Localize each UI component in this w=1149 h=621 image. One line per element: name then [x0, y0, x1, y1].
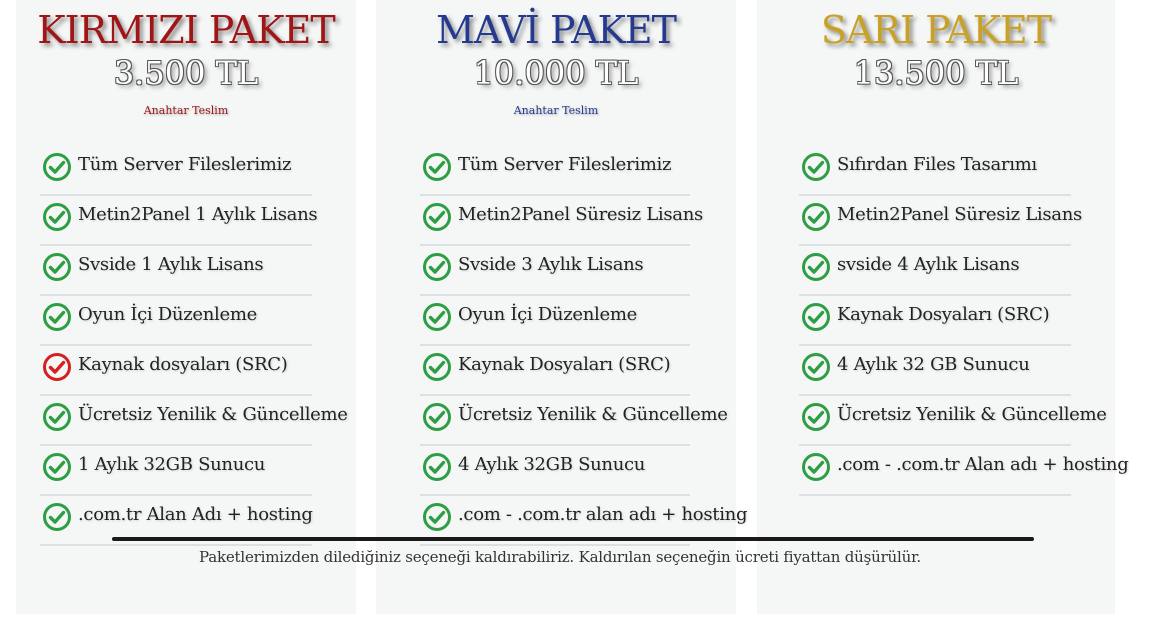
feature-label: .com.tr Alan Adı + hosting	[78, 504, 313, 525]
feature-label: Metin2Panel Süresiz Lisans	[837, 204, 1082, 225]
feature-label: svside 4 Aylık Lisans	[837, 254, 1020, 275]
feature-label: Kaynak Dosyaları (SRC)	[837, 304, 1050, 325]
feature-label: .com - .com.tr Alan adı + hosting	[837, 454, 1129, 475]
package-title: KIRMIZI PAKET	[37, 8, 335, 52]
package-price: 3.500 TL	[113, 54, 259, 92]
package-price: 10.000 TL	[473, 54, 639, 92]
feature-label: Svside 3 Aylık Lisans	[458, 254, 644, 275]
check-green-icon	[801, 452, 831, 482]
check-green-icon	[801, 252, 831, 282]
check-green-icon	[801, 202, 831, 232]
check-green-icon	[42, 202, 72, 232]
feature-label: Oyun İçi Düzenleme	[458, 304, 637, 325]
feature-item	[799, 196, 1082, 246]
footer-divider	[112, 537, 1034, 541]
check-green-icon	[801, 152, 831, 182]
feature-label: Metin2Panel Süresiz Lisans	[458, 204, 703, 225]
feature-item	[40, 396, 348, 446]
feature-item	[420, 346, 690, 396]
feature-label: Ücretsiz Yenilik & Güncelleme	[458, 404, 728, 425]
feature-label: Oyun İçi Düzenleme	[78, 304, 257, 325]
check-green-icon	[422, 152, 452, 182]
package-note: Anahtar Teslim	[513, 104, 599, 117]
feature-item	[799, 246, 1071, 296]
feature-list	[40, 146, 348, 546]
check-green-icon	[422, 352, 452, 382]
feature-label: Sıfırdan Files Tasarımı	[837, 154, 1037, 175]
feature-item	[420, 146, 690, 196]
feature-list	[799, 146, 1129, 496]
feature-item	[799, 396, 1107, 446]
feature-item	[420, 446, 690, 496]
check-green-icon	[42, 502, 72, 532]
check-green-icon	[422, 452, 452, 482]
feature-label: 4 Aylık 32GB Sunucu	[458, 454, 646, 475]
feature-list	[420, 146, 748, 546]
check-green-icon	[801, 302, 831, 332]
feature-item	[799, 296, 1071, 346]
feature-item	[40, 446, 312, 496]
feature-label: Metin2Panel 1 Aylık Lisans	[78, 204, 318, 225]
feature-label: Svside 1 Aylık Lisans	[78, 254, 264, 275]
check-green-icon	[422, 202, 452, 232]
package-title: SARI PAKET	[820, 8, 1052, 52]
check-green-icon	[422, 252, 452, 282]
package-title: MAVİ PAKET	[436, 8, 676, 52]
package-price: 13.500 TL	[853, 54, 1019, 92]
feature-label: Tüm Server Fileslerimiz	[78, 154, 292, 175]
feature-label: Ücretsiz Yenilik & Güncelleme	[78, 404, 348, 425]
check-green-icon	[42, 252, 72, 282]
check-green-icon	[42, 402, 72, 432]
feature-item	[799, 346, 1071, 396]
check-green-icon	[422, 402, 452, 432]
check-green-icon	[42, 152, 72, 182]
feature-item	[420, 296, 690, 346]
feature-label: Ücretsiz Yenilik & Güncelleme	[837, 404, 1107, 425]
feature-label: .com - .com.tr alan adı + hosting	[458, 504, 748, 525]
check-green-icon	[801, 352, 831, 382]
feature-label: Kaynak Dosyaları (SRC)	[458, 354, 671, 375]
feature-label: 4 Aylık 32 GB Sunucu	[837, 354, 1030, 375]
feature-label: Kaynak dosyaları (SRC)	[78, 354, 288, 375]
feature-item	[40, 146, 312, 196]
feature-item	[40, 246, 312, 296]
feature-item	[420, 396, 728, 446]
feature-label: Tüm Server Fileslerimiz	[458, 154, 672, 175]
check-green-icon	[422, 502, 452, 532]
check-green-icon	[42, 452, 72, 482]
feature-item	[40, 196, 318, 246]
feature-item	[420, 246, 690, 296]
feature-item	[420, 196, 703, 246]
feature-item	[40, 296, 312, 346]
check-green-icon	[801, 402, 831, 432]
feature-item	[799, 146, 1071, 196]
feature-label: 1 Aylık 32GB Sunucu	[78, 454, 266, 475]
package-note: Anahtar Teslim	[143, 104, 229, 117]
package-card-red	[16, 0, 356, 614]
check-green-icon	[422, 302, 452, 332]
feature-item	[40, 346, 312, 396]
check-red-icon	[42, 352, 72, 382]
check-green-icon	[42, 302, 72, 332]
feature-item	[799, 446, 1129, 496]
footer-note: Paketlerimizden dilediğiniz seçeneği kaldırabiliriz. Kaldırılan seçeneğin ücreti fiyattan düşürülür.	[199, 548, 921, 566]
package-card-yellow	[757, 0, 1129, 614]
